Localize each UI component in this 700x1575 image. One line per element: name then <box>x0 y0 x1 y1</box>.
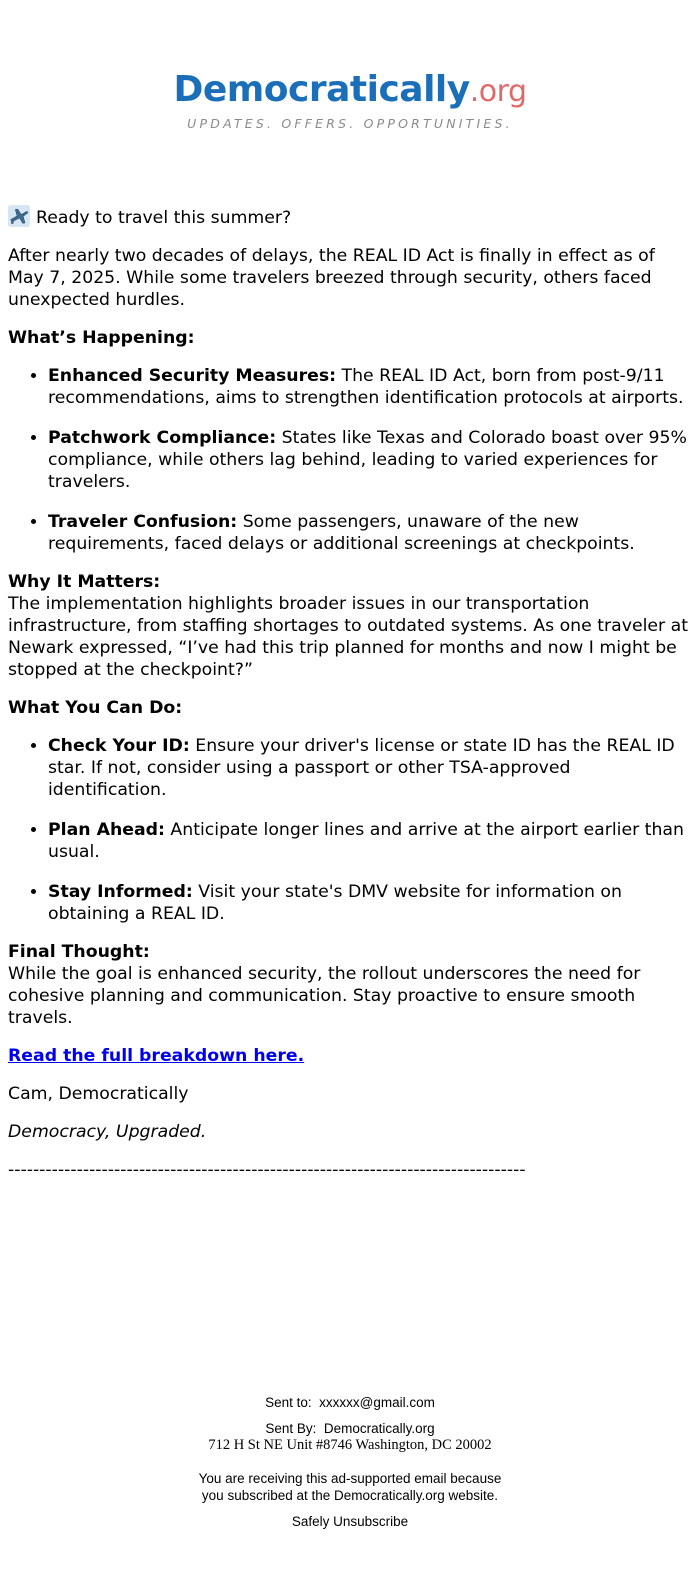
notice-line-1: You are receiving this ad-supported email because <box>198 1471 502 1486</box>
logo-tagline: UPDATES. OFFERS. OPPORTUNITIES. <box>187 116 513 131</box>
unsubscribe-link[interactable]: Safely Unsubscribe <box>291 1514 409 1529</box>
list-item-title: Check Your ID: <box>48 736 190 756</box>
list-item-text: Some passengers, unaware of the new requirements, faced delays or additional screenings at checkpoints. <box>48 512 635 554</box>
list-item-text: Visit your state's DMV website for information on obtaining a REAL ID. <box>48 882 622 924</box>
list-item-title: Plan Ahead: <box>48 820 165 840</box>
email-footer <box>0 1394 700 1530</box>
matters-heading: Why It Matters: <box>8 572 161 592</box>
list-item-text: The REAL ID Act, born from post-9/11 recommendations, aims to strengthen identification protocols at airports. <box>48 366 684 408</box>
cta-paragraph <box>8 1045 692 1067</box>
list-item-text: States like Texas and Colorado boast over 95% compliance, while others lag behind, leading to varied experiences for travelers. <box>48 428 687 492</box>
list-item-title: Patchwork Compliance: <box>48 428 277 448</box>
list-item-title: Enhanced Security Measures: <box>48 366 337 386</box>
article-content <box>8 205 692 1197</box>
notice-line-2: you subscribed at the Democratically.org website. <box>201 1488 499 1503</box>
list-item <box>48 881 692 925</box>
list-item <box>48 427 692 493</box>
can-do-heading: What You Can Do: <box>8 698 183 718</box>
slogan <box>8 1121 692 1143</box>
sent-to-line <box>0 1394 700 1411</box>
divider: ----------------------------------------------------------------------------------- <box>8 1160 526 1180</box>
sent-to-email: xxxxxx@gmail.com <box>319 1395 435 1410</box>
sent-by-name: Democratically.org <box>323 1421 435 1436</box>
happening-heading: What’s Happening: <box>8 328 195 348</box>
list-item <box>48 365 692 409</box>
list-item <box>48 735 692 801</box>
intro-paragraph: After nearly two decades of delays, the REAL ID Act is finally in effect as of May 7, 2025. While some travelers breezed through security, others faced unexpected hurdles. <box>8 246 655 310</box>
list-item-title: Traveler Confusion: <box>48 512 238 532</box>
final-text: While the goal is enhanced security, the rollout underscores the need for cohesive planning and communication. Stay proactive to ensure smooth travels. <box>8 964 641 1028</box>
can-do-list <box>8 735 692 925</box>
list-item-text: Anticipate longer lines and arrive at the airport earlier than usual. <box>48 820 684 862</box>
brand-logo[interactable] <box>0 66 700 132</box>
list-item <box>48 819 692 863</box>
logo-wordmark <box>0 66 700 116</box>
logo-tld: .org <box>469 74 527 109</box>
slogan-text: Democracy, Upgraded. <box>8 1122 207 1142</box>
sent-by-label: Sent By: <box>265 1421 317 1436</box>
happening-list <box>8 365 692 555</box>
sent-to-label: Sent to: <box>265 1395 312 1410</box>
mailing-address: 712 H St NE Unit #8746 Washington, DC 20002 <box>208 1437 492 1453</box>
sent-by-line <box>0 1420 700 1437</box>
intro-headline <box>8 205 692 229</box>
read-breakdown-link[interactable]: Read the full breakdown here. <box>8 1046 305 1066</box>
signature: Cam, Democratically <box>8 1084 189 1104</box>
list-item-title: Stay Informed: <box>48 882 193 902</box>
list-item-text: Ensure your driver's license or state ID has the REAL ID star. If not, consider using a passport or other TSA-approved identification. <box>48 736 675 800</box>
airplane-icon <box>8 205 30 227</box>
list-item <box>48 511 692 555</box>
logo-name: Democratically <box>173 69 470 110</box>
intro-headline-text: Ready to travel this summer? <box>36 208 292 228</box>
final-heading: Final Thought: <box>8 942 150 962</box>
matters-text: The implementation highlights broader issues in our transportation infrastructure, from staffing shortages to outdated systems. As one traveler at Newark expressed, “I’ve had this trip planned for months and now I might be stopped at the checkpoint?” <box>8 594 688 680</box>
